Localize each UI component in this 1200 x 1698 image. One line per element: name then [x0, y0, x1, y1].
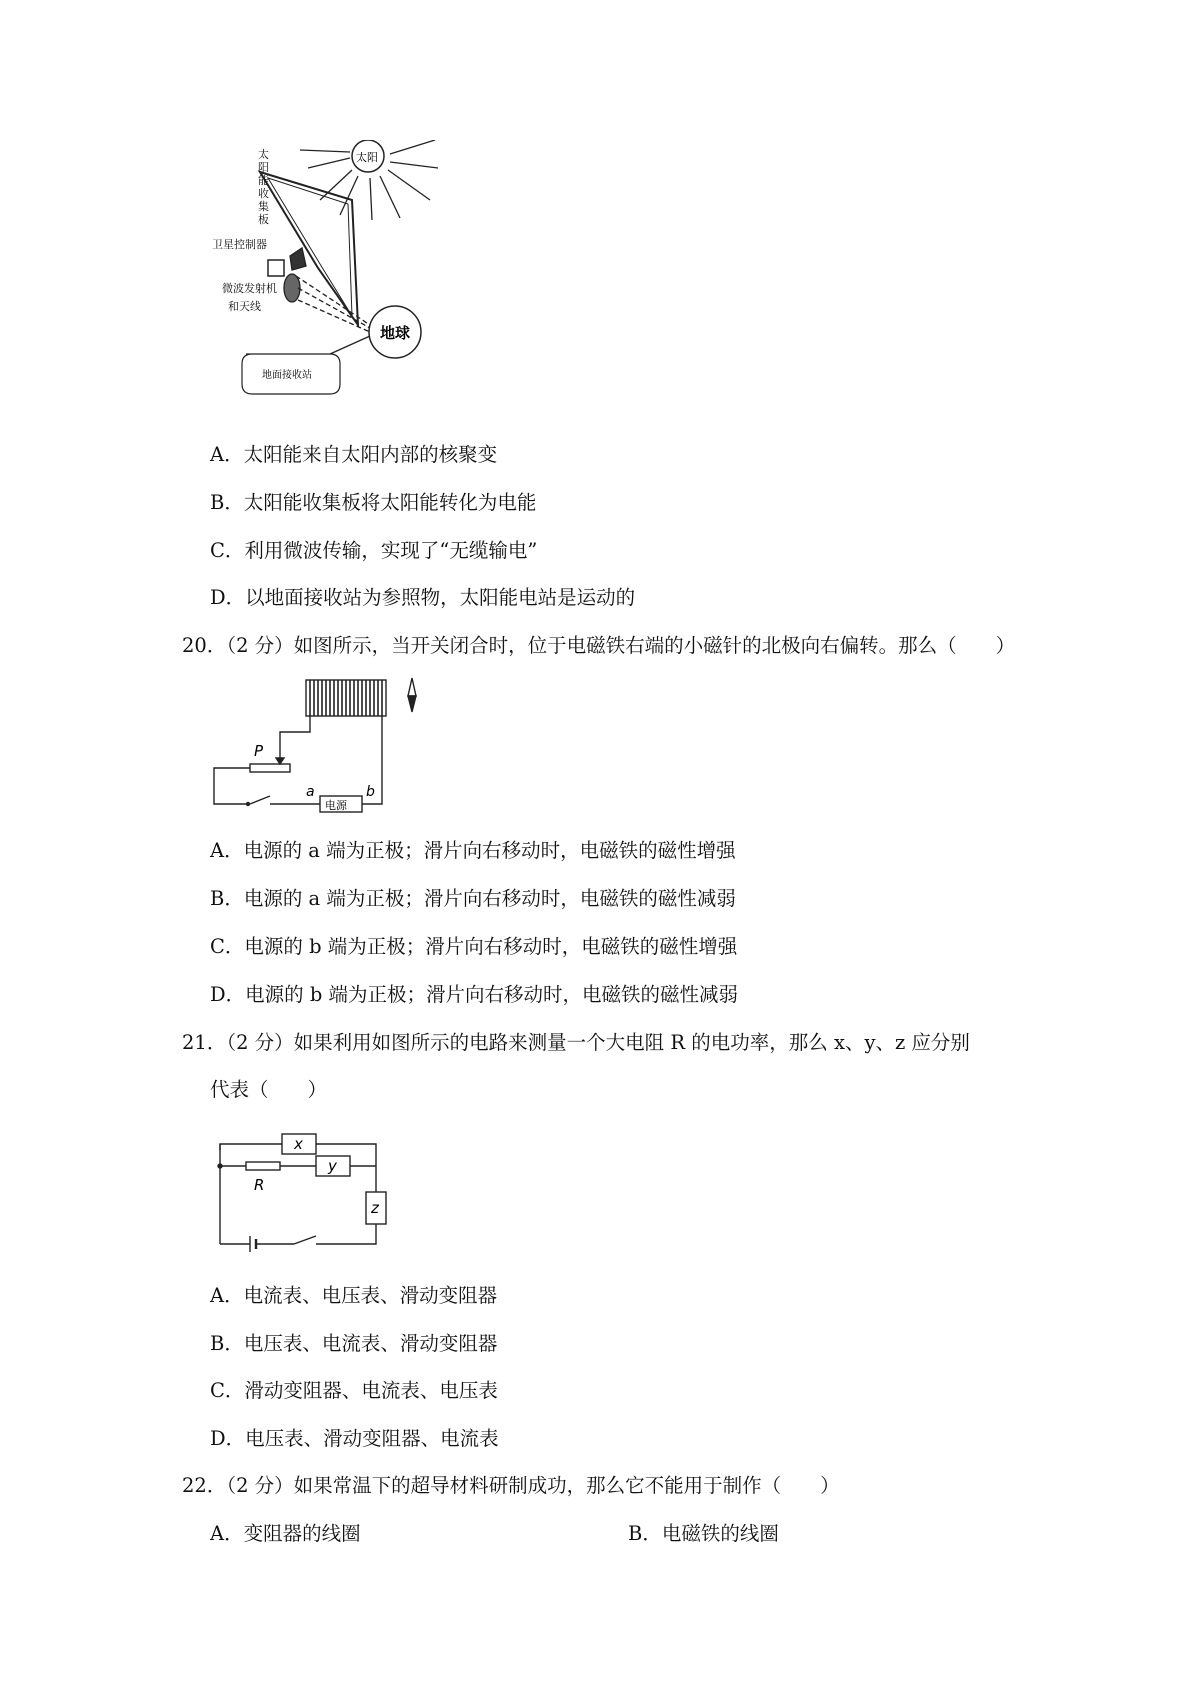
- option-letter: A．: [210, 1284, 244, 1307]
- meter-y-label: y: [328, 1157, 337, 1175]
- option-letter: C．: [210, 1379, 245, 1402]
- transmitter-side-label-2: 和天线: [228, 300, 261, 313]
- option-letter: C．: [210, 539, 245, 562]
- q19-option-d: [210, 585, 635, 611]
- option-text: 电源的 b 端为正极；滑片向右移动时，电磁铁的磁性减弱: [245, 983, 739, 1006]
- sun-label: 太阳: [356, 151, 378, 164]
- q21-stem-line-1: 21．（2 分）如果利用如图所示的电路来测量一个大电阻 R 的电功率，那么 x、y、z 应分别: [182, 1031, 970, 1054]
- q22-option-a: [210, 1521, 361, 1547]
- q22-stem: 22．（2 分）如果常温下的超导材料研制成功，那么它不能用于制作（ ）: [182, 1474, 840, 1497]
- controller-side-label: 卫星控制器: [212, 238, 267, 251]
- option-text: 电源的 a 端为正极；滑片向右移动时，电磁铁的磁性减弱: [243, 887, 736, 910]
- option-text: 电压表、电流表、滑动变阻器: [243, 1332, 498, 1355]
- option-text: 利用微波传输，实现了“无缆输电”: [244, 539, 538, 562]
- option-letter: A．: [210, 1522, 244, 1545]
- q21-option-c: [210, 1378, 498, 1404]
- option-text: 以地面接收站为参照物，太阳能电站是运动的: [245, 586, 636, 609]
- q20-option-c: [210, 934, 737, 960]
- q20-stem: 20．（2 分）如图所示，当开关闭合时，位于电磁铁右端的小磁针的北极向右偏转。那么（ ）: [182, 634, 1016, 657]
- q21-option-d: [210, 1426, 499, 1452]
- option-letter: B．: [210, 491, 244, 514]
- option-text: 太阳能收集板将太阳能转化为电能: [243, 491, 537, 514]
- terminal-b-label: b: [366, 784, 375, 800]
- option-letter: B．: [210, 887, 244, 910]
- transmitter-side-label-1: 微波发射机: [222, 282, 277, 295]
- ground-station-label: 地面接收站: [262, 370, 312, 381]
- q20-option-d: [210, 982, 738, 1008]
- option-letter: D．: [210, 1427, 246, 1450]
- power-source-label: 电源: [325, 799, 347, 812]
- q19-option-c: [210, 538, 537, 564]
- resistor-power-circuit-figure: [212, 1126, 392, 1256]
- option-letter: C．: [210, 935, 245, 958]
- electromagnet-circuit-figure: [210, 676, 430, 816]
- option-letter: D．: [210, 983, 246, 1006]
- q20-option-b: [210, 886, 736, 912]
- q21-stem-line-2: 代表（ ）: [210, 1078, 328, 1101]
- q19-option-b: [210, 490, 536, 516]
- q20-option-a: [210, 838, 736, 864]
- option-text: 电源的 a 端为正极；滑片向右移动时，电磁铁的磁性增强: [243, 839, 736, 862]
- option-text: 变阻器的线圈: [243, 1522, 361, 1545]
- earth-label: 地球: [380, 324, 411, 342]
- option-text: 电流表、电压表、滑动变阻器: [243, 1284, 498, 1307]
- option-text: 滑动变阻器、电流表、电压表: [244, 1379, 498, 1402]
- q21-option-b: [210, 1331, 497, 1357]
- option-letter: A．: [210, 839, 244, 862]
- option-letter: D．: [210, 586, 246, 609]
- option-text: 电源的 b 端为正极；滑片向右移动时，电磁铁的磁性增强: [244, 935, 738, 958]
- option-text: 电压表、滑动变阻器、电流表: [245, 1427, 499, 1450]
- option-text: 电磁铁的线圈: [661, 1522, 779, 1545]
- slider-p-label: P: [254, 742, 264, 760]
- option-letter: B．: [210, 1332, 244, 1355]
- option-text: 太阳能来自太阳内部的核聚变: [243, 443, 498, 466]
- q21-option-a: [210, 1283, 497, 1309]
- option-letter: B．: [628, 1522, 662, 1545]
- meter-x-label: x: [294, 1135, 303, 1153]
- terminal-a-label: a: [306, 784, 315, 800]
- q19-option-a: [210, 442, 497, 468]
- q22-option-b: [628, 1521, 779, 1547]
- collector-vertical-label: 太阳能收集板: [258, 148, 269, 226]
- meter-z-label: z: [371, 1199, 379, 1217]
- resistor-r-label: R: [254, 1176, 265, 1194]
- option-letter: A．: [210, 443, 244, 466]
